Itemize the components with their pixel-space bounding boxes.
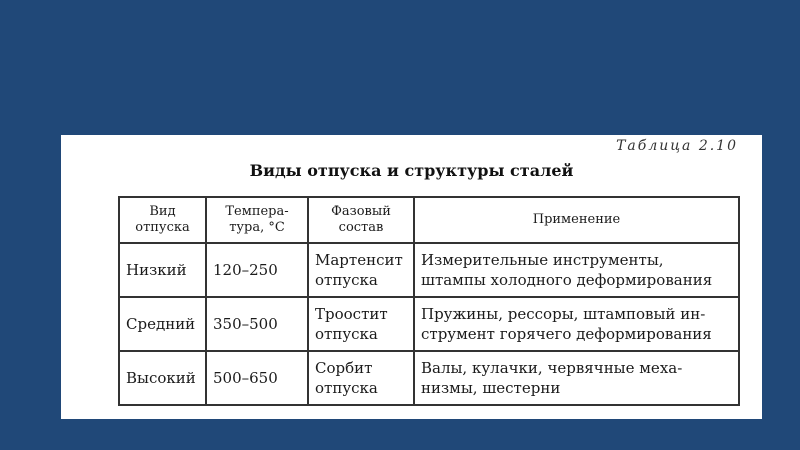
- table-title: Виды отпуска и структуры сталей: [249, 161, 574, 180]
- table-row: [119, 351, 739, 405]
- table-row: [119, 243, 739, 297]
- cell-temperature: 500–650: [206, 351, 308, 405]
- cell-temperature: 120–250: [206, 243, 308, 297]
- cell-phase: Троостит отпуска: [308, 297, 414, 351]
- table-header-row: [119, 197, 739, 243]
- cell-phase: Сорбит отпуска: [308, 351, 414, 405]
- cell-type: Средний: [119, 297, 206, 351]
- header-application: Применение: [414, 197, 739, 243]
- cell-temperature: 350–500: [206, 297, 308, 351]
- document-sheet: [61, 135, 762, 419]
- cell-application: Измерительные инструменты, штампы холодного деформирования: [414, 243, 739, 297]
- table-row: [119, 297, 739, 351]
- table-number: Таблица 2.10: [616, 138, 738, 154]
- cell-type: Низкий: [119, 243, 206, 297]
- cell-application: Валы, кулачки, червячные меха- низмы, шестерни: [414, 351, 739, 405]
- header-temperature: Темпера- тура, °C: [206, 197, 308, 243]
- cell-type: Высокий: [119, 351, 206, 405]
- header-phase: Фазовый состав: [308, 197, 414, 243]
- cell-application: Пружины, рессоры, штамповый ин- струмент горячего деформирования: [414, 297, 739, 351]
- tempering-table: [118, 196, 740, 406]
- header-type: Вид отпуска: [119, 197, 206, 243]
- cell-phase: Мартенсит отпуска: [308, 243, 414, 297]
